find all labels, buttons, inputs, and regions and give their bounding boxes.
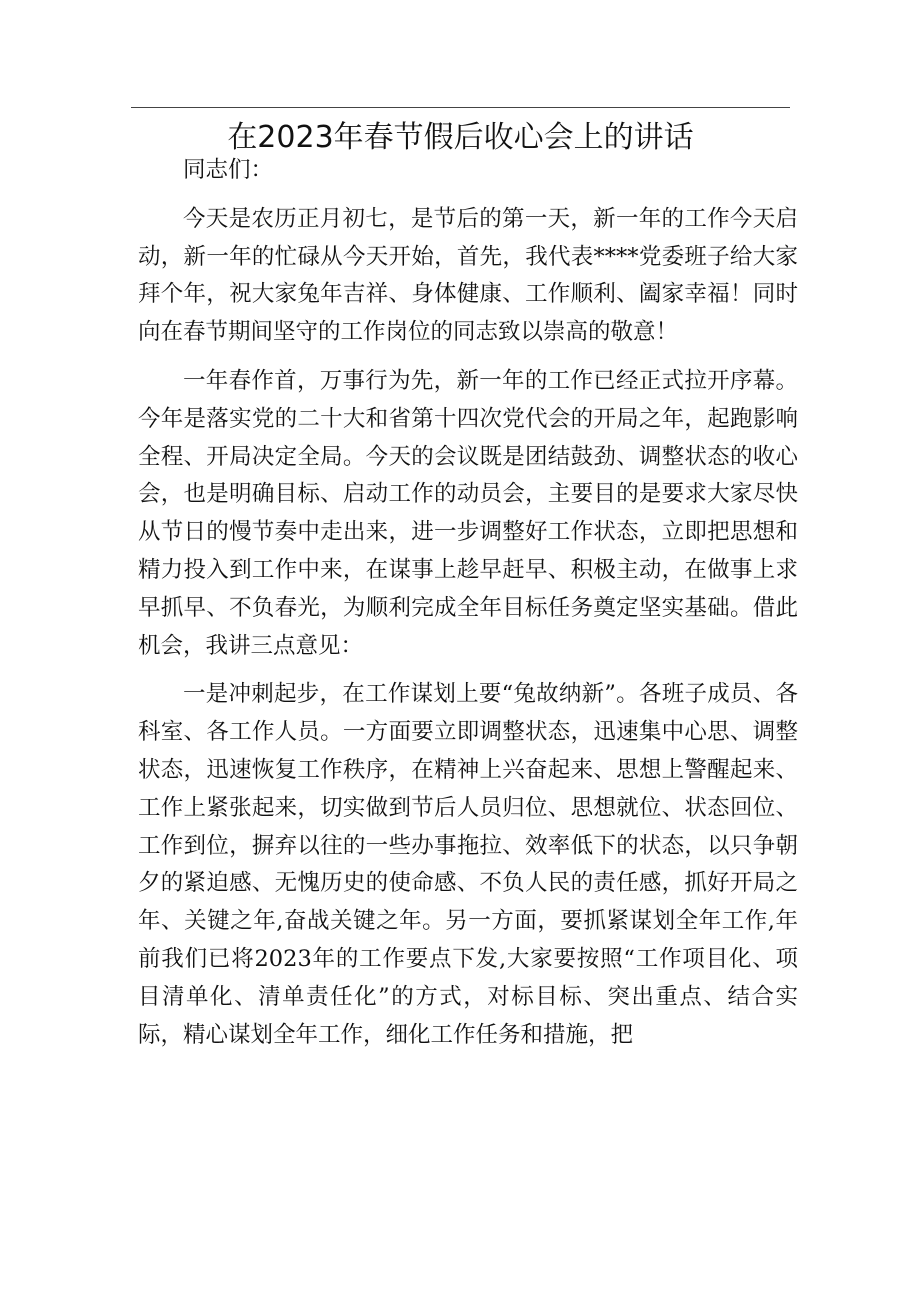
paragraph-opening: 今天是农历正月初七，是节后的第一天，新一年的工作今天启动，新一年的忙碌从今天开始，首先，我代表****党委班子给大家拜个年，祝大家兔年吉祥、身体健康、工作顺利、阖家幸福！同时向在春节期间坚守的工作岗位的同志致以崇高的敬意！ [138,205,798,346]
paragraph-point-one: 一是冲刺起步，在工作谋划上要“兔故纳新”。各班子成员、各科室、各工作人员。一方面要立即调整状态，迅速集中心思、调整状态，迅速恢复工作秩序，在精神上兴奋起来、思想上警醒起来、工作上紧张起来，切实做到节后人员归位、思想就位、状态回位、工作到位，摒弃以往的一些办事拖拉、效率低下的状态，以只争朝夕的紧迫感、无愧历史的使命感、不负人民的责任感，抓好开局之年、关键之年,奋战关键之年。另一方面，要抓紧谋划全年工作,年前我们已将2023年的工作要点下发,大家要按照“工作项目化、项目清单化、清单责任化”的方式，对标目标、突出重点、结合实际，精心谋划全年工作，细化工作任务和措施，把 [138,681,798,1048]
document-body [138,152,798,1065]
header-rule [131,107,790,108]
greeting: 同志们： [183,157,274,183]
paragraph-purpose: 一年春作首，万事行为先，新一年的工作已经正式拉开序幕。今年是落实党的二十大和省第十四次党代会的开局之年，起跑影响全程、开局决定全局。今天的会议既是团结鼓劲、调整状态的收心会，也是明确目标、启动工作的动员会，主要目的是要求大家尽快从节日的慢节奏中走出来，进一步调整好工作状态，立即把思想和精力投入到工作中来，在谋事上趁早赶早、积极主动，在做事上求早抓早、不负春光，为顺利完成全年目标任务奠定坚实基础。借此机会，我讲三点意见： [138,367,798,659]
page-title: 在2023年春节假后收心会上的讲话 [227,120,694,155]
